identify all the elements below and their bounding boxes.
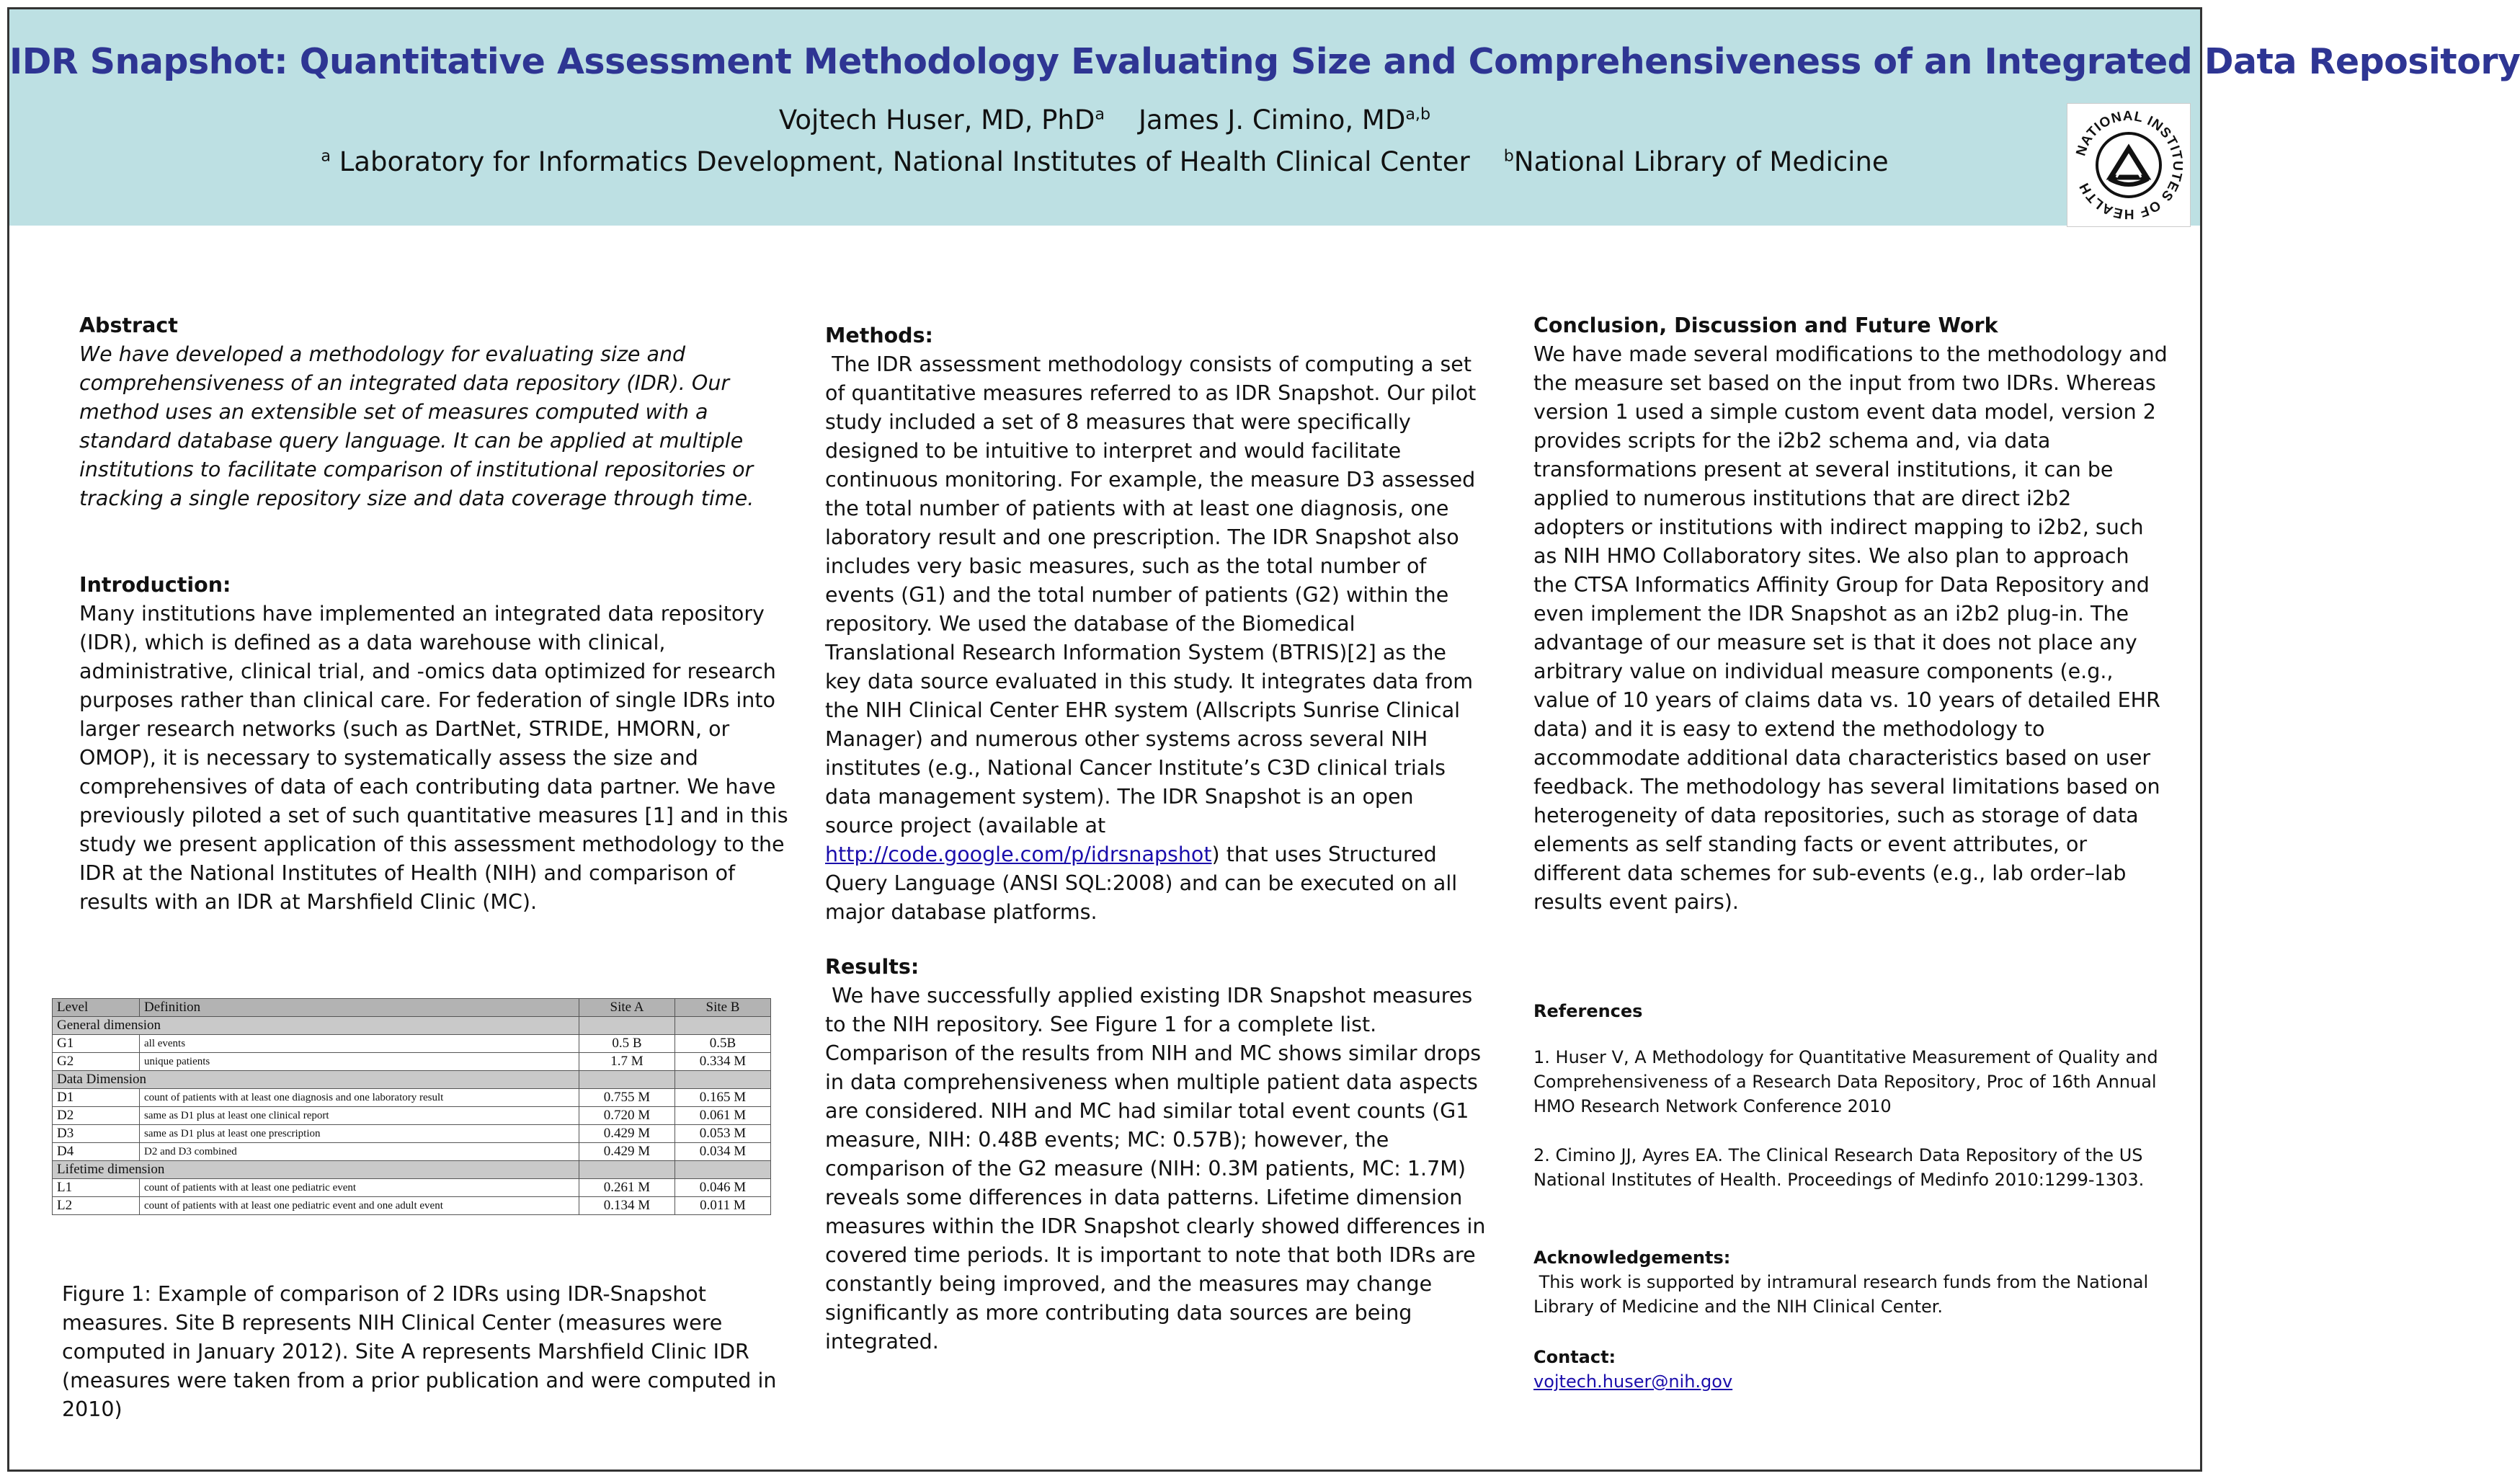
abstract-section xyxy=(79,311,800,513)
definition-cell: same as D1 plus at least one clinical report xyxy=(140,1107,579,1125)
site-b-cell: 0.061 M xyxy=(675,1107,771,1125)
svg-text:NATIONAL INSTITUTES OF HEALTH xyxy=(2073,109,2185,221)
results-heading: Results: xyxy=(825,955,920,979)
definition-cell: same as D1 plus at least one prescription xyxy=(140,1125,579,1143)
level-cell: L2 xyxy=(53,1197,140,1215)
contact-heading: Contact: xyxy=(1533,1347,1616,1367)
methods-section xyxy=(825,321,1488,927)
site-a-cell: 0.261 M xyxy=(579,1179,675,1197)
affil-b: National Library of Medicine xyxy=(1513,146,1889,177)
table-header-cell: Definition xyxy=(140,999,579,1017)
results-body: We have successfully applied existing IDR Snapshot measures to the NIH repository. See Figure 1 for a complete list. Comparison of the results from NIH and MC shows similar drops in data comprehensiveness when multiple patient data aspects are considered. NIH and MC had similar total event counts (G1 measure, NIH: 0.48B events; MC: 0.57B); however, the comparison of the G2 measure (NIH: 0.3M patients, MC: 1.7M) reveals some differences in data patterns. Lifetime dimension measures within the IDR Snapshot clearly showed differences in covered time periods. It is important to note that both IDRs are constantly being improved, and the measures may change significantly as more contributing data sources are being integrated. xyxy=(825,984,1486,1353)
table-header-cell: Site A xyxy=(579,999,675,1017)
contact-section xyxy=(1533,1345,2168,1394)
table-row xyxy=(53,1143,771,1161)
results-section xyxy=(825,953,1488,1356)
level-cell: D1 xyxy=(53,1089,140,1107)
authors-line xyxy=(9,105,2200,135)
table-row xyxy=(53,1179,771,1197)
author-2-sup: a,b xyxy=(1405,105,1431,124)
abstract-heading: Abstract xyxy=(79,314,178,337)
site-b-cell: 0.165 M xyxy=(675,1089,771,1107)
methods-text-after: ) that uses Structured Query Language (ANSI SQL:2008) and can be executed on all major database platforms. xyxy=(825,843,1458,924)
site-b-cell: 0.334 M xyxy=(675,1053,771,1071)
project-link[interactable]: http://code.google.com/p/idrsnapshot xyxy=(825,843,1212,866)
introduction-section xyxy=(79,571,800,917)
dimension-empty-cell xyxy=(579,1161,675,1179)
conclusion-section xyxy=(1533,311,2168,917)
site-b-cell: 0.046 M xyxy=(675,1179,771,1197)
dimension-label: General dimension xyxy=(53,1017,579,1035)
logo-ring-text: NATIONAL INSTITUTES OF HEALTH xyxy=(2073,108,2186,222)
site-a-cell: 0.429 M xyxy=(579,1125,675,1143)
site-a-cell: 0.134 M xyxy=(579,1197,675,1215)
table-dimension-row xyxy=(53,1017,771,1035)
figure-caption: Figure 1: Example of comparison of 2 IDRs using IDR-Snapshot measures. Site B represents NIH Clinical Center (measures were computed in January 2012). Site A represents Marshfield Clinic IDR (measures were taken from a prior publication and were computed in 2010) xyxy=(62,1282,777,1421)
dimension-empty-cell xyxy=(579,1017,675,1035)
definition-cell: count of patients with at least one pediatric event xyxy=(140,1179,579,1197)
conclusion-heading: Conclusion, Discussion and Future Work xyxy=(1533,314,1998,337)
reference-1: 1. Huser V, A Methodology for Quantitative Measurement of Quality and Comprehensiveness of a Research Data Repository, Proc of 16th Annual HMO Research Network Conference 2010 xyxy=(1533,1047,2158,1116)
methods-heading: Methods: xyxy=(825,324,933,347)
site-a-cell: 0.5 B xyxy=(579,1035,675,1053)
level-cell: D4 xyxy=(53,1143,140,1161)
nih-logo-icon xyxy=(2067,104,2190,226)
nih-logo xyxy=(2067,103,2191,227)
table-dimension-row xyxy=(53,1161,771,1179)
table-row xyxy=(53,1089,771,1107)
table-row xyxy=(53,1053,771,1071)
dimension-empty-cell xyxy=(579,1071,675,1089)
author-1: Vojtech Huser, MD, PhD xyxy=(778,105,1095,135)
level-cell: G1 xyxy=(53,1035,140,1053)
methods-text xyxy=(825,350,1488,927)
site-b-cell: 0.5B xyxy=(675,1035,771,1053)
acknowledgements-heading: Acknowledgements: xyxy=(1533,1248,1731,1268)
table-row xyxy=(53,1035,771,1053)
references-heading: References xyxy=(1533,1001,1643,1021)
author-1-sup: a xyxy=(1095,105,1105,124)
reference-2: 2. Cimino JJ, Ayres EA. The Clinical Research Data Repository of the US National Institutes of Health. Proceedings of Medinfo 2010:1299-1303. xyxy=(1533,1145,2145,1190)
dimension-empty-cell xyxy=(675,1017,771,1035)
acknowledgements-body: This work is supported by intramural research funds from the National Library of Medicine and the NIH Clinical Center. xyxy=(1533,1272,2149,1317)
contact-email-link[interactable]: vojtech.huser@nih.gov xyxy=(1533,1371,1733,1392)
affiliations-line xyxy=(9,146,2200,177)
definition-cell: D2 and D3 combined xyxy=(140,1143,579,1161)
table-row xyxy=(53,1107,771,1125)
site-a-cell: 0.720 M xyxy=(579,1107,675,1125)
site-a-cell: 0.429 M xyxy=(579,1143,675,1161)
poster-title: IDR Snapshot: Quantitative Assessment Methodology Evaluating Size and Comprehensiveness of an Integrated Data Repository xyxy=(9,41,2520,82)
definition-cell: all events xyxy=(140,1035,579,1053)
table-row xyxy=(53,1125,771,1143)
definition-cell: unique patients xyxy=(140,1053,579,1071)
introduction-heading: Introduction: xyxy=(79,573,231,597)
references-section xyxy=(1533,999,2168,1192)
conclusion-text: We have made several modifications to the methodology and the measure set based on the input from two IDRs. Whereas version 1 used a simple custom event data model, version 2 provides scripts for the i2b2 schema and, via data transformations present at several institutions, it can be applied to numerous institutions that are direct i2b2 adopters or institutions with indirect mapping to i2b2, such as NIH HMO Collaboratory sites. We also plan to approach the CTSA Informatics Affinity Group for Data Repository and even implement the IDR Snapshot as an i2b2 plug-in. The advantage of our measure set is that it does not place any arbitrary value on individual measure components (e.g., value of 10 years of claims data vs. 10 years of detailed EHR data) and it is easy to extend the methodology to accommodate additional data characteristics based on user feedback. The methodology has several limitations based on heterogeneity of data repositories, such as storage of data elements as self standing facts or event attributes, or different data schemes for sub-events (e.g., lab order–lab results event pairs). xyxy=(1533,342,2168,914)
dimension-label: Lifetime dimension xyxy=(53,1161,579,1179)
results-text xyxy=(825,982,1488,1356)
affil-a: Laboratory for Informatics Development, National Institutes of Health Clinical Center xyxy=(339,146,1470,177)
acknowledgements-section xyxy=(1533,1245,2168,1319)
level-cell: G2 xyxy=(53,1053,140,1071)
acknowledgements-text xyxy=(1533,1270,2168,1319)
level-cell: D2 xyxy=(53,1107,140,1125)
site-b-cell: 0.034 M xyxy=(675,1143,771,1161)
affil-a-sup: a xyxy=(321,146,331,166)
site-a-cell: 1.7 M xyxy=(579,1053,675,1071)
methods-text-before: The IDR assessment methodology consists of computing a set of quantitative measures referred to as IDR Snapshot. Our pilot study included a set of 8 measures that were specifically designed to be intuitive to interpret and would facilitate continuous monitoring. For example, the measure D3 assessed the total number of patients with at least one diagnosis, one laboratory result and one prescription. The IDR Snapshot also includes very basic measures, such as the total number of events (G1) and the total number of patients (G2) within the repository. We used the database of the Biomedical Translational Research Information System (BTRIS)[2] as the key data source evaluated in this study. It integrates data from the NIH Clinical Center EHR system (Allscripts Sunrise Clinical Manager) and numerous other systems across several NIH institutes (e.g., National Cancer Institute’s C3D clinical trials data management system). The IDR Snapshot is an open source project (available at xyxy=(825,352,1477,837)
table-header-cell: Level xyxy=(53,999,140,1017)
table-header-cell: Site B xyxy=(675,999,771,1017)
dimension-label: Data Dimension xyxy=(53,1071,579,1089)
table-dimension-row xyxy=(53,1071,771,1089)
poster-header xyxy=(9,9,2520,226)
definition-cell: count of patients with at least one pediatric event and one adult event xyxy=(140,1197,579,1215)
abstract-text: We have developed a methodology for evaluating size and comprehensiveness of an integrated data repository (IDR). Our method uses an extensible set of measures computed with a standard database query language. It can be applied at multiple institutions to facilitate comparison of institutional repositories or tracking a single repository size and data coverage through time. xyxy=(79,342,754,510)
level-cell: L1 xyxy=(53,1179,140,1197)
introduction-text: Many institutions have implemented an integrated data repository (IDR), which is defined as a data warehouse with clinical, administrative, clinical trial, and -omics data optimized for research purposes rather than clinical care. For federation of single IDRs into larger research networks (such as DartNet, STRIDE, HMORN, or OMOP), it is necessary to systematically assess the size and comprehensives of data of each contributing data partner. We have previously piloted a set of such quantitative measures [1] and in this study we present application of this assessment methodology to the IDR at the National Institutes of Health (NIH) and comparison of results with an IDR at Marshfield Clinic (MC). xyxy=(79,602,788,914)
dimension-empty-cell xyxy=(675,1161,771,1179)
level-cell: D3 xyxy=(53,1125,140,1143)
affil-b-sup: b xyxy=(1503,146,1514,166)
dimension-empty-cell xyxy=(675,1071,771,1089)
table-header-row xyxy=(53,999,771,1017)
table-row xyxy=(53,1197,771,1215)
author-2: James J. Cimino, MD xyxy=(1139,105,1406,135)
site-b-cell: 0.053 M xyxy=(675,1125,771,1143)
measures-table xyxy=(52,998,771,1215)
definition-cell: count of patients with at least one diagnosis and one laboratory result xyxy=(140,1089,579,1107)
site-a-cell: 0.755 M xyxy=(579,1089,675,1107)
site-b-cell: 0.011 M xyxy=(675,1197,771,1215)
